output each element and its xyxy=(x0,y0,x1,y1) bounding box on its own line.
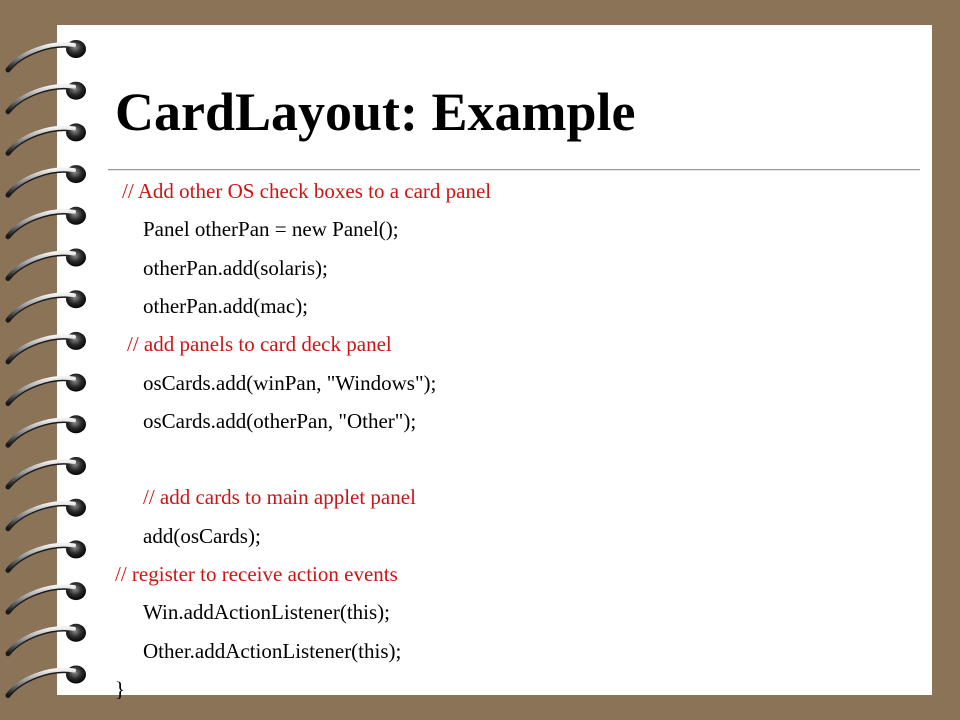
binding-ring xyxy=(8,499,86,529)
code-line: osCards.add(winPan, "Windows"); xyxy=(143,370,437,395)
code-comment-line: // add panels to card deck panel xyxy=(127,332,392,357)
binding-ring xyxy=(8,374,86,404)
binding-ring xyxy=(8,332,86,362)
binding-ring xyxy=(8,123,86,153)
binding-ring xyxy=(8,207,86,237)
spiral-binding xyxy=(0,0,100,720)
binding-ring xyxy=(8,540,86,570)
code-line: otherPan.add(solaris); xyxy=(143,255,328,280)
code-line: Other.addActionListener(this); xyxy=(143,638,402,663)
code-line: add(osCards); xyxy=(143,523,261,548)
binding-ring xyxy=(8,249,86,279)
code-line: otherPan.add(mac); xyxy=(143,293,309,318)
binding-ring xyxy=(8,165,86,195)
code-line: Win.addActionListener(this); xyxy=(143,600,391,625)
binding-ring xyxy=(8,666,86,696)
binding-ring xyxy=(8,415,86,445)
code-line: } xyxy=(115,676,126,701)
title-divider xyxy=(108,169,920,170)
code-comment-line: // register to receive action events xyxy=(115,562,398,586)
binding-ring xyxy=(8,290,86,320)
slide-title: CardLayout: Example xyxy=(115,82,636,142)
binding-ring xyxy=(8,82,86,112)
binding-ring xyxy=(8,624,86,654)
code-line: osCards.add(otherPan, "Other"); xyxy=(143,408,417,433)
code-comment-line: // add cards to main applet panel xyxy=(143,485,416,510)
code-line: Panel otherPan = new Panel(); xyxy=(143,217,399,242)
binding-ring xyxy=(8,40,86,70)
binding-ring xyxy=(8,582,86,612)
binding-ring xyxy=(8,457,86,487)
code-comment-line: // Add other OS check boxes to a card panel xyxy=(122,179,492,203)
